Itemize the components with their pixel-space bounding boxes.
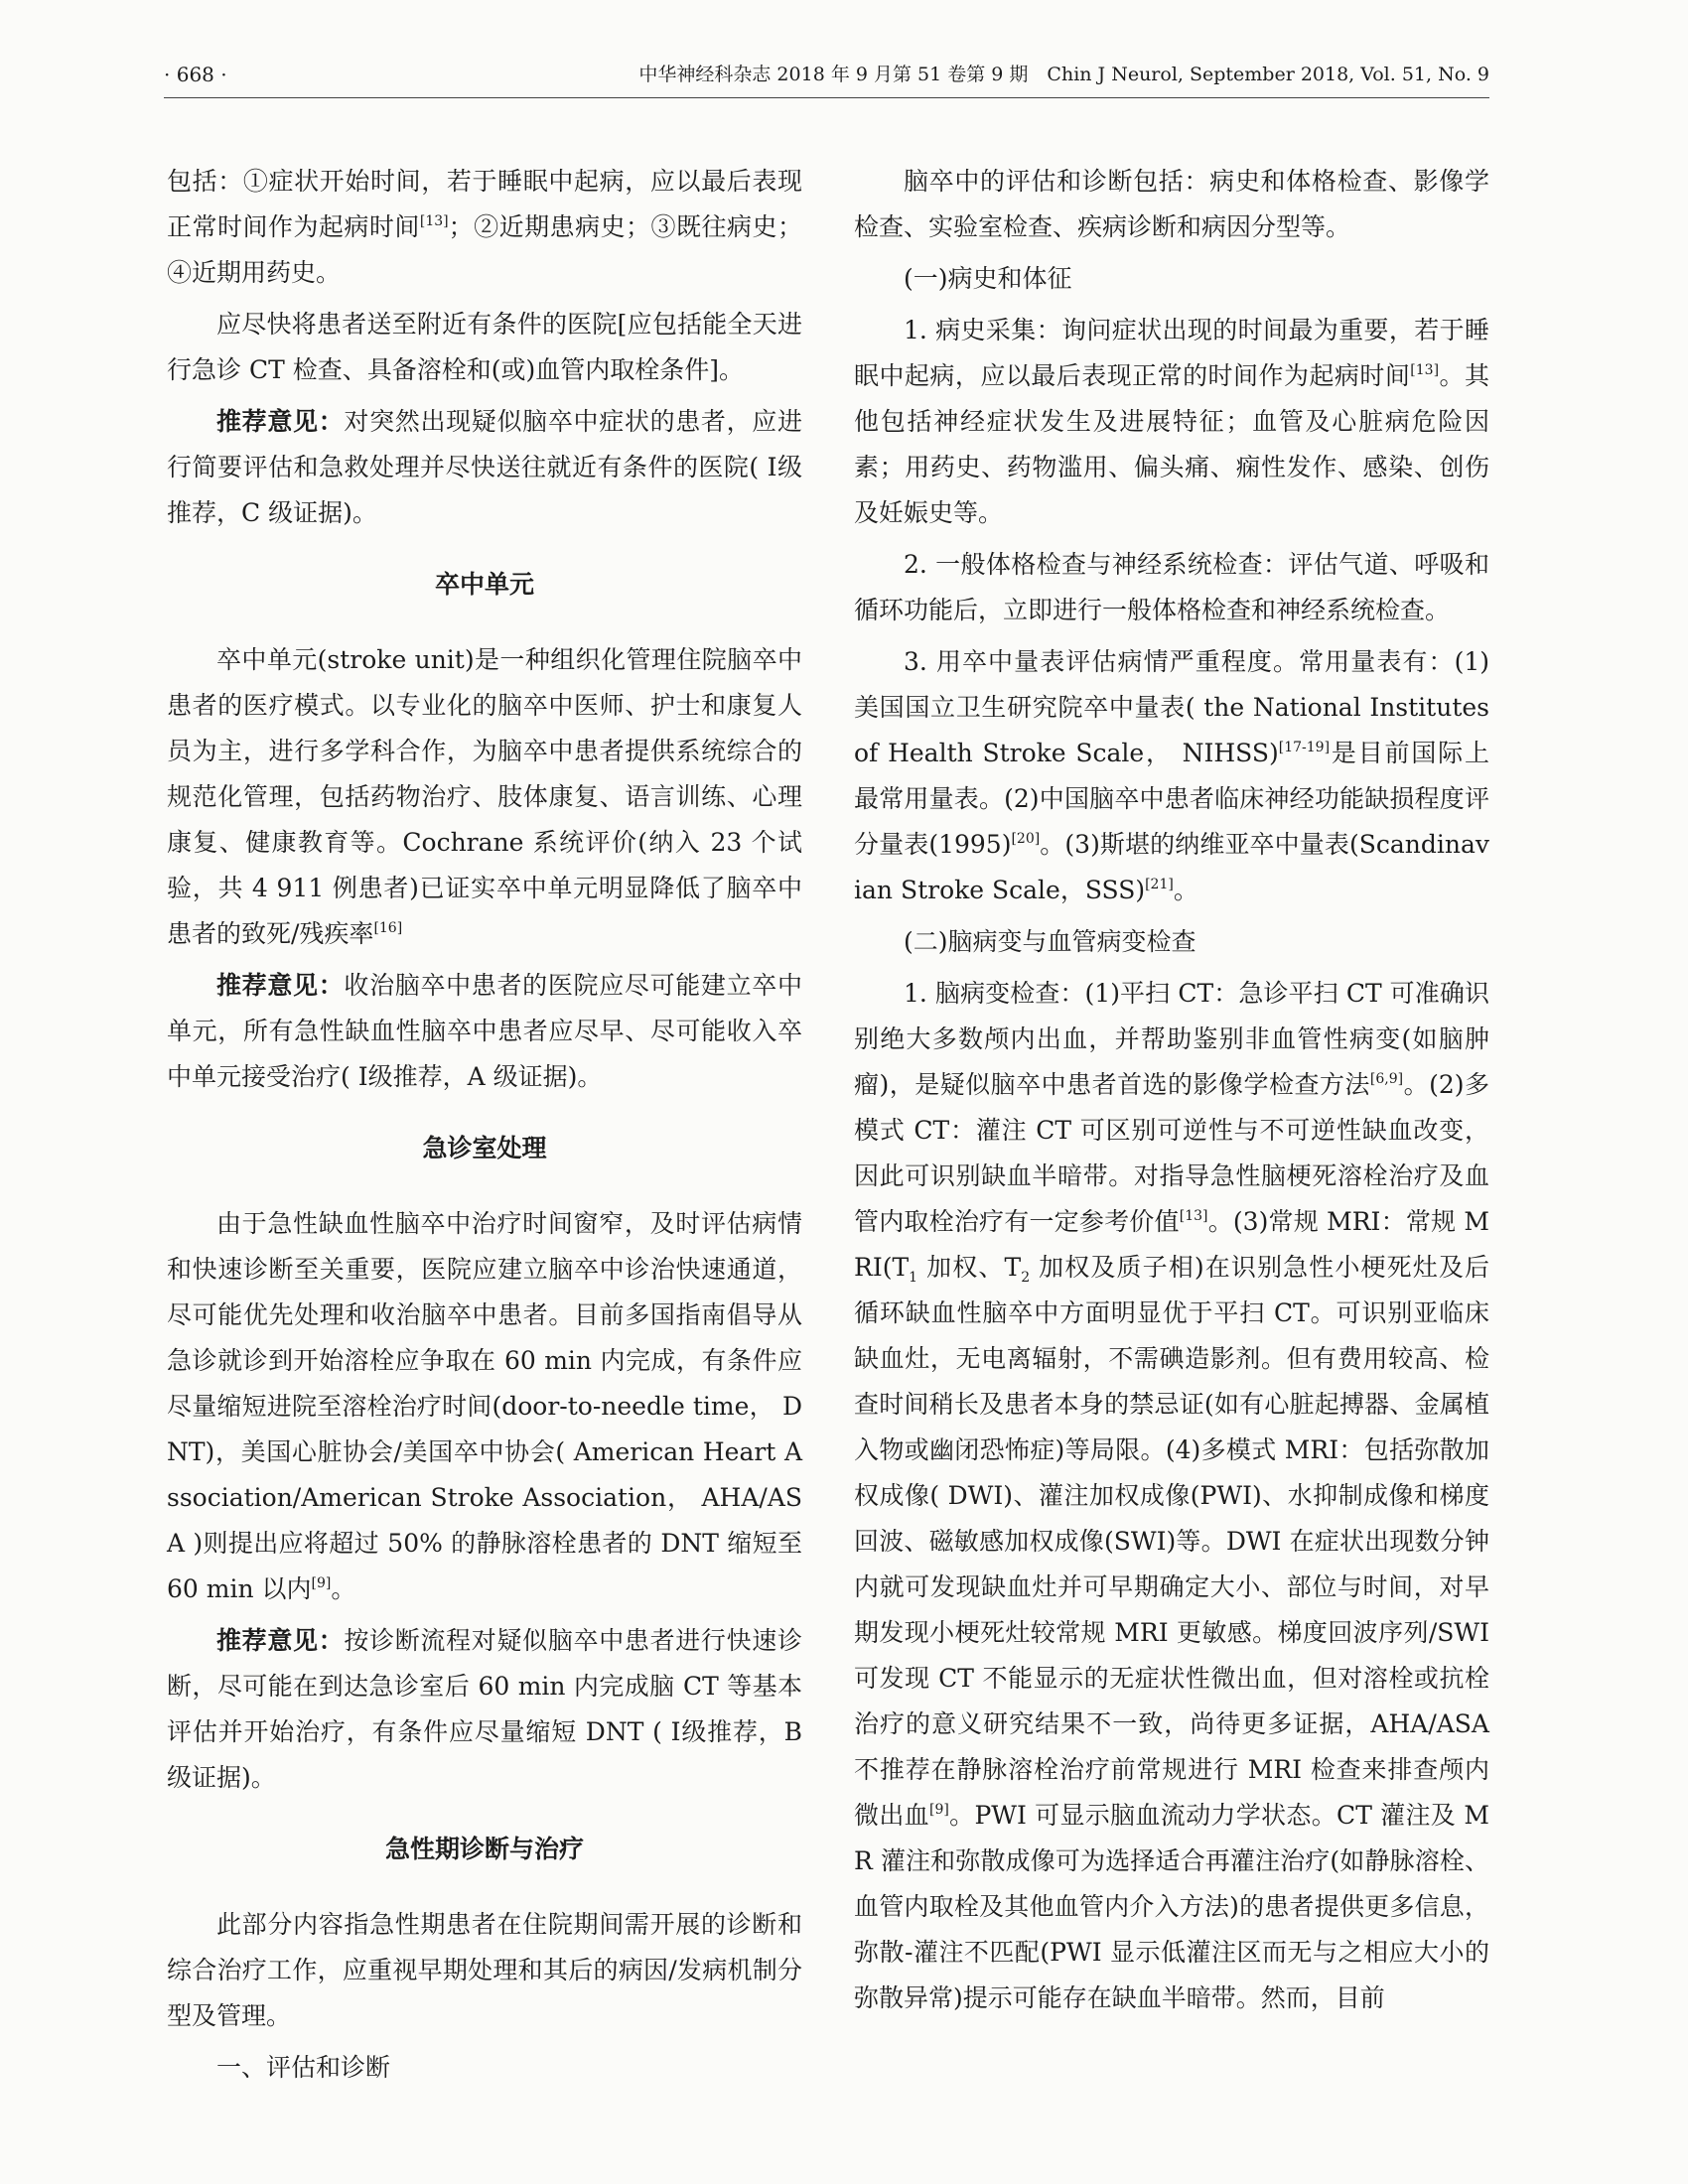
- citation-ref[interactable]: [6,9]: [1369, 1071, 1404, 1087]
- citation-ref[interactable]: [20]: [1011, 831, 1041, 847]
- citation-ref[interactable]: [9]: [928, 1802, 949, 1818]
- subsection-heading: (一)病史和体征: [904, 264, 1072, 293]
- citation-ref[interactable]: [17-19]: [1278, 740, 1331, 755]
- subsection-heading: 一、评估和诊断: [216, 2053, 391, 2082]
- paragraph: 应尽快将患者送至附近有条件的医院[应包括能全天进行急诊 CT 检查、具备溶栓和(或)血管内取栓条件]。: [167, 310, 802, 384]
- recommendation-paragraph: 推荐意见：收治脑卒中患者的医院应尽可能建立卒中单元，所有急性缺血性脑卒中患者应尽早、尽可能收入卒中单元接受治疗( Ⅰ级推荐，A 级证据)。: [167, 971, 802, 1091]
- running-head: [164, 52, 1489, 98]
- paragraph: 卒中单元(stroke unit)是一种组织化管理住院脑卒中患者的医疗模式。以专业化的脑卒中医师、护士和康复人员为主，进行多学科合作，为脑卒中患者提供系统综合的规范化管理，包括药物治疗、肢体康复、语言训练、心理康复、健康教育等。Cochrane 系统评价(纳入 23 个试验，共 4 911 例患者)已证实卒中单元明显降低了脑卒中患者的致死/残疾率[16]: [167, 645, 802, 948]
- subscript: 2: [1021, 1270, 1031, 1286]
- journal-citation: 中华神经科杂志 2018 年 9 月第 51 卷第 9 期 Chin J Neurol, September 2018, Vol. 51, No. 9: [638, 64, 1489, 85]
- recommendation-paragraph: 推荐意见：按诊断流程对疑似脑卒中患者进行快速诊断，尽可能在到达急诊室后 60 min 内完成脑 CT 等基本评估并开始治疗，有条件应尽量缩短 DNT ( Ⅰ级推荐，B 级证据)。: [167, 1626, 802, 1792]
- recommendation-paragraph: 推荐意见：对突然出现疑似脑卒中症状的患者，应进行简要评估和急救处理并尽快送往就近有条件的医院( Ⅰ级推荐，C 级证据)。: [167, 407, 802, 527]
- section-heading: 卒中单元: [434, 570, 534, 599]
- left-column: [167, 159, 802, 2097]
- citation-ref[interactable]: [9]: [311, 1575, 332, 1591]
- recommendation-label: 推荐意见：: [216, 407, 345, 436]
- recommendation-label: 推荐意见：: [216, 1626, 345, 1655]
- section-heading: 急性期诊断与治疗: [384, 1835, 584, 1863]
- page-number: · 668 ·: [164, 63, 227, 86]
- paragraph: 1. 脑病变检查：(1)平扫 CT：急诊平扫 CT 可准确识别绝大多数颅内出血，并帮助鉴别非血管性病变(如脑肿瘤)，是疑似脑卒中患者首选的影像学检查方法[6,9]。(2)多模式 CT：灌注 CT 可区别可逆性与不可逆性缺血改变，因此可识别缺血半暗带。对指导急性脑梗死溶栓治疗及血管内取栓治疗有一定参考价值[13]。(3)常规 MRI：常规 $MRI(T_1$ 加权、$T_2$ 加权及质子相)在识别急性小梗死灶及后循环缺血性脑卒中方面明显优于平扫 CT。可识别亚临床缺血灶，无电离辐射，不需碘造影剂。但有费用较高、检查时间稍长及患者本身的禁忌证(如有心脏起搏器、金属植入物或幽闭恐怖症)等局限。(4)多模式 MRI：包括弥散加权成像( DWI)、灌注加权成像(PWI)、水抑制成像和梯度回波、磁敏感加权成像(SWI)等。DWI 在症状出现数分钟内就可发现缺血灶并可早期确定大小、部位与时间，对早期发现小梗死灶较常规 MRI 更敏感。梯度回波序列/SWI 可发现 CT 不能显示的无症状性微出血，但对溶栓或抗栓治疗的意义研究结果不一致，尚待更多证据，AHA/ASA 不推荐在静脉溶栓治疗前常规进行 MRI 检查来排查颅内微出血[9]。PWI 可显示脑血流动力学状态。CT 灌注及 MR 灌注和弥散成像可为选择适合再灌注治疗(如静脉溶栓、血管内取栓及其他血管内介入方法)的患者提供更多信息，弥散-灌注不匹配(PWI 显示低灌注区而无与之相应大小的弥散异常)提示可能存在缺血半暗带。然而，目前: [854, 979, 1490, 2012]
- paragraph: 脑卒中的评估和诊断包括：病史和体格检查、影像学检查、实验室检查、疾病诊断和病因分型等。: [854, 167, 1489, 241]
- citation-ref[interactable]: [21]: [1145, 877, 1174, 892]
- citation-ref[interactable]: [13]: [419, 213, 449, 229]
- paragraph: 由于急性缺血性脑卒中治疗时间窗窄，及时评估病情和快速诊断至关重要，医院应建立脑卒中诊治快速通道，尽可能优先处理和收治脑卒中患者。目前多国指南倡导从急诊就诊到开始溶栓应争取在 60 min 内完成，有条件应尽量缩短进院至溶栓治疗时间(door-to-needle time， DNT)，美国心脏协会/美国卒中协会( American Heart Association/American Stroke Association， AHA/ASA )则提出应将超过 50% 的静脉溶栓患者的 DNT 缩短至 60 min 以内[9]。: [167, 1209, 802, 1603]
- citation-ref[interactable]: [13]: [1179, 1208, 1208, 1224]
- paragraph: 2. 一般体格检查与神经系统检查：评估气道、呼吸和循环功能后，立即进行一般体格检查和神经系统检查。: [854, 550, 1489, 624]
- paragraph: 3. 用卒中量表评估病情严重程度。常用量表有：(1)美国国立卫生研究院卒中量表( the National Institutes of Health Stroke Scale， NIHSS)[17-19]是目前国际上最常用量表。(2)中国脑卒中患者临床神经功能缺损程度评分量表(1995)[20]。(3)斯堪的纳维亚卒中量表(Scandinavian Stroke Scale，SSS)[21]。: [854, 647, 1489, 904]
- paragraph: 此部分内容指急性期患者在住院期间需开展的诊断和综合治疗工作，应重视早期处理和其后的病因/发病机制分型及管理。: [167, 1910, 802, 2030]
- subsection-heading: (二)脑病变与血管病变检查: [904, 927, 1196, 956]
- paragraph: 1. 病史采集：询问症状出现的时间最为重要，若于睡眠中起病，应以最后表现正常的时间作为起病时间[13]。其他包括神经症状发生及进展特征；血管及心脏病危险因素；用药史、药物滥用、偏头痛、痫性发作、感染、创伤及妊娠史等。: [854, 316, 1489, 527]
- subscript: 1: [909, 1270, 918, 1286]
- recommendation-label: 推荐意见：: [216, 971, 345, 1000]
- paragraph: 包括：①症状开始时间，若于睡眠中起病，应以最后表现正常时间作为起病时间[13]；②近期患病史；③既往病史；④近期用药史。: [167, 167, 802, 287]
- right-column: [854, 159, 1489, 2027]
- citation-ref[interactable]: [13]: [1410, 362, 1440, 378]
- citation-ref[interactable]: [16]: [373, 920, 403, 936]
- section-heading: 急诊室处理: [422, 1134, 547, 1162]
